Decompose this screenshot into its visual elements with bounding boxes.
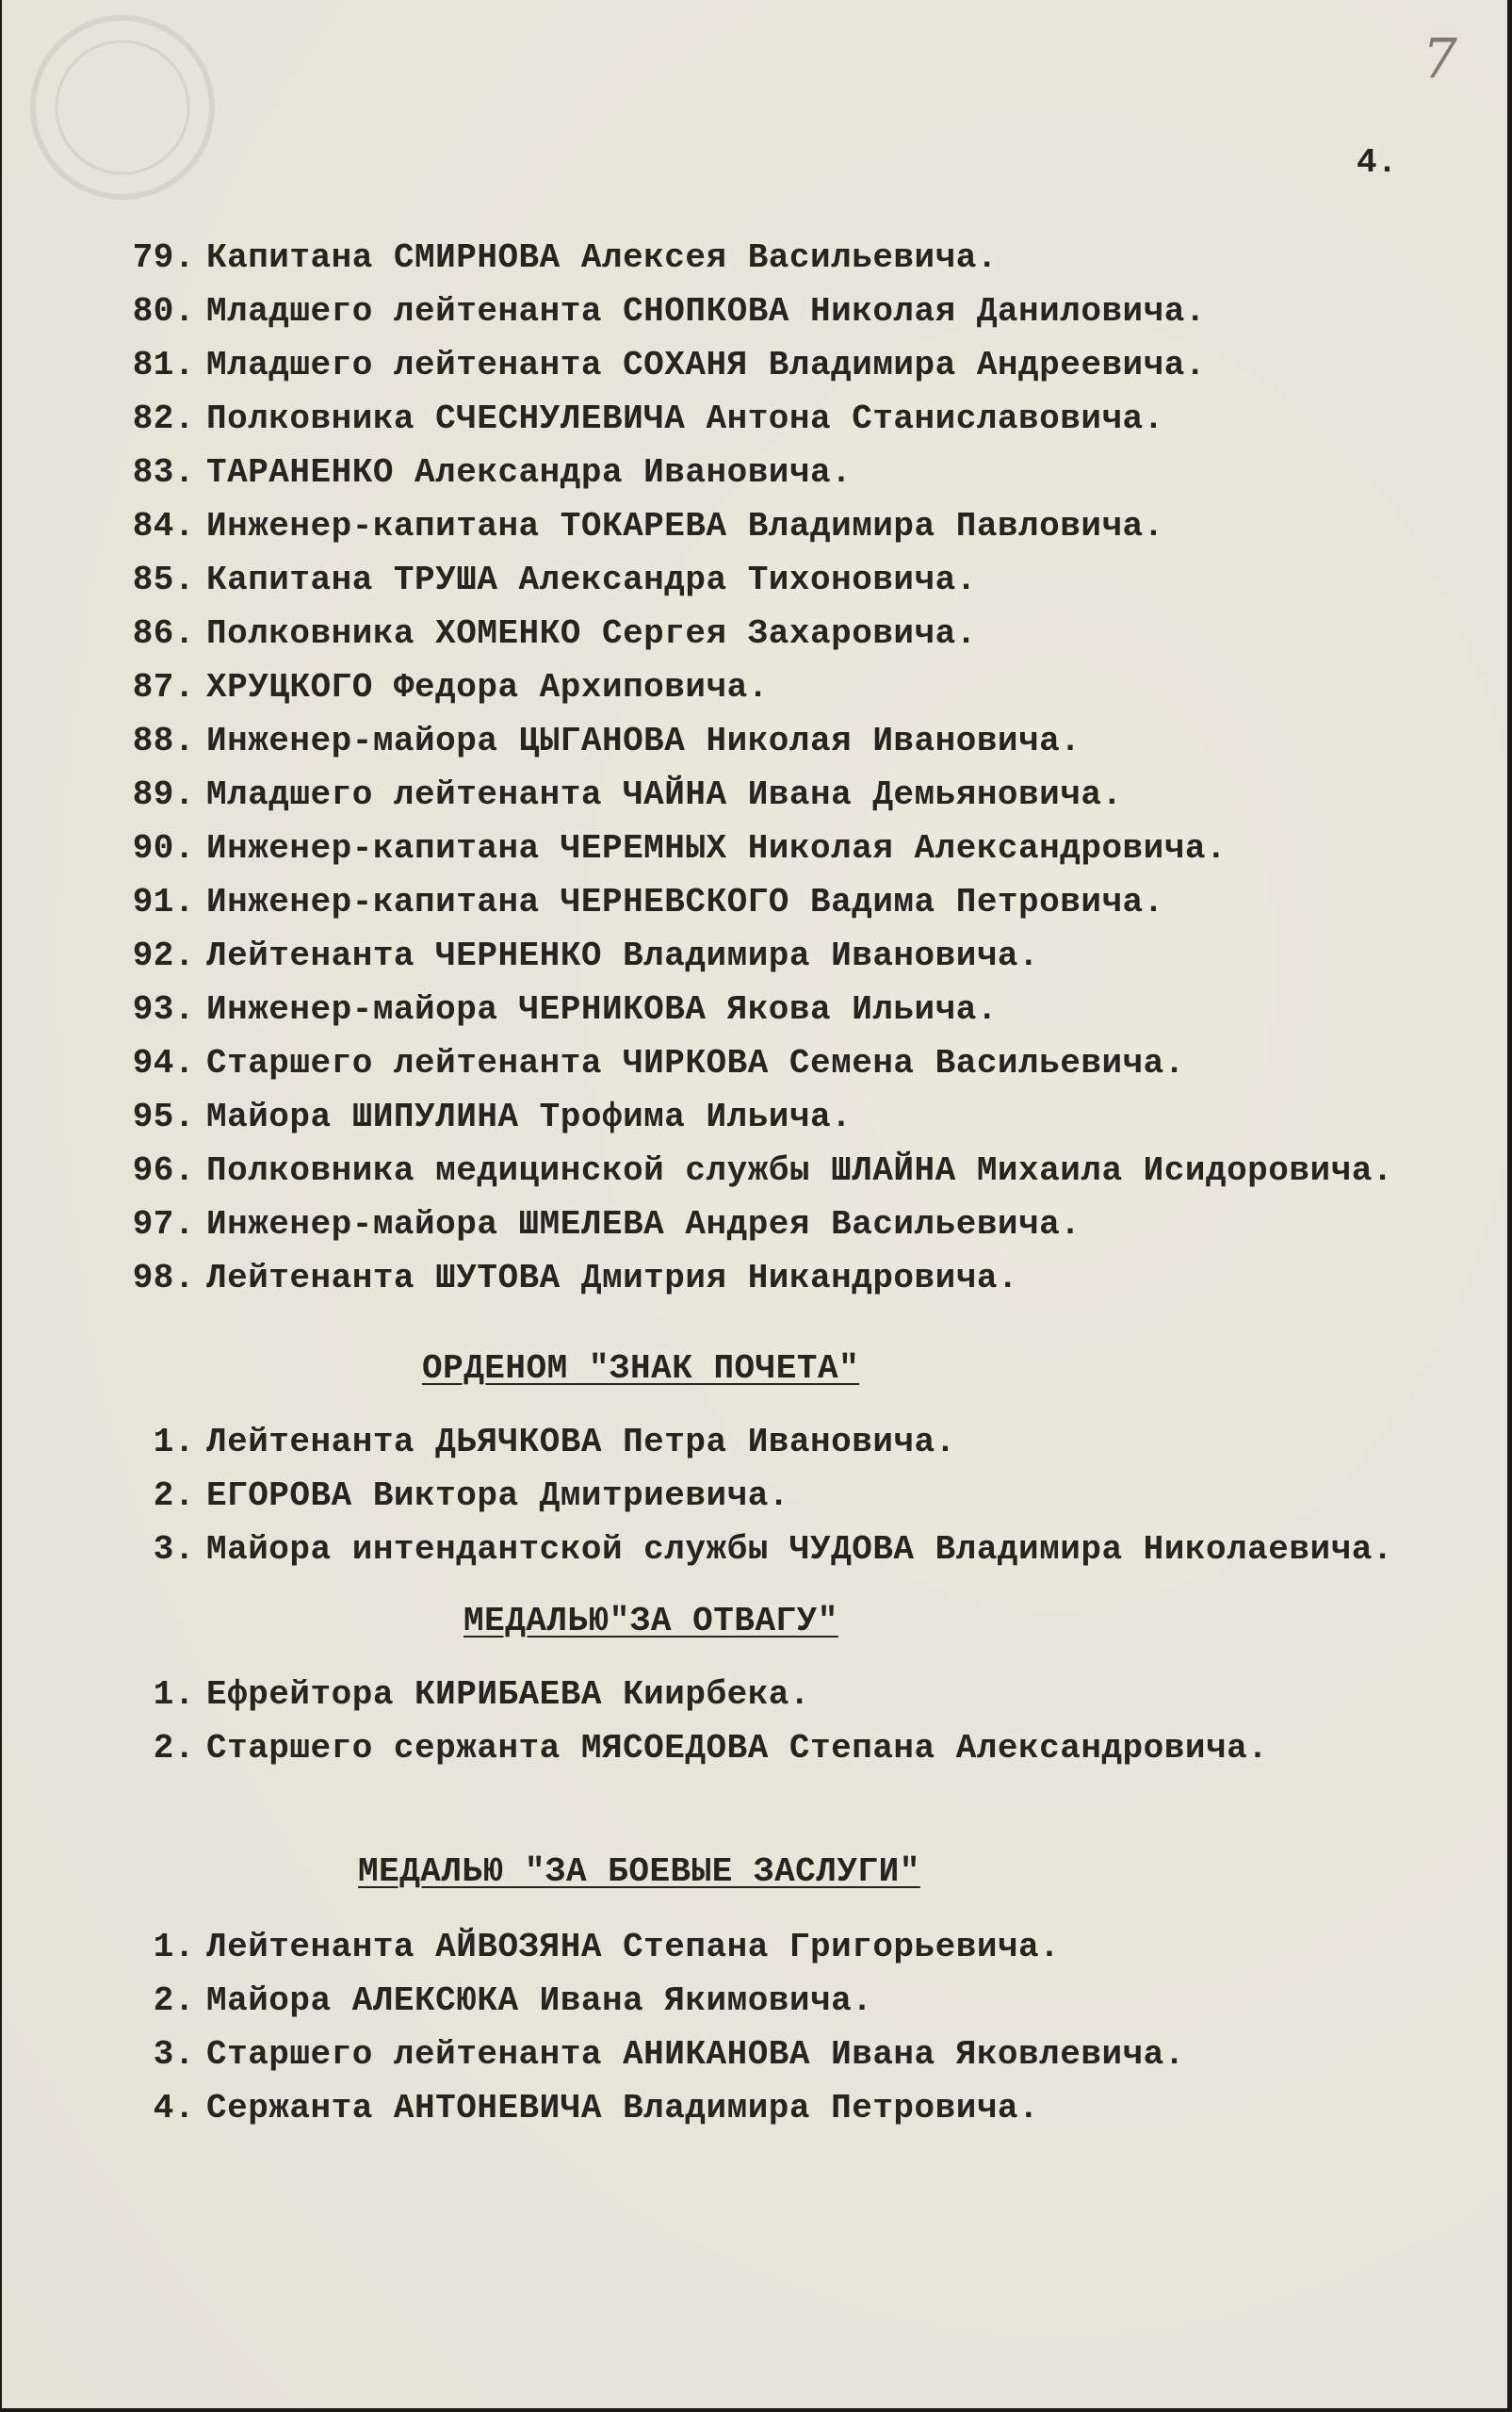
list-item: 1. Лейтенанта АЙВОЗЯНА Степана Григорьевича. <box>153 1928 1061 1966</box>
list-item: 3. Старшего лейтенанта АНИКАНОВА Ивана Яковлевича. <box>153 2035 1185 2074</box>
list-item: 95. Майора ШИПУЛИНА Трофима Ильича. <box>132 1098 853 1136</box>
list-item: 96. Полковника медицинской службы ШЛАЙНА Михаила Исидоровича. <box>132 1151 1393 1190</box>
list-item: 97. Инженер-майора ШМЕЛЕВА Андрея Васильевича. <box>132 1205 1081 1244</box>
list-item: 88. Инженер-майора ЦЫГАНОВА Николая Ивановича. <box>132 722 1081 760</box>
list-item: 80. Младшего лейтенанта СНОПКОВА Николая Даниловича. <box>132 292 1206 331</box>
list-item: 1. Лейтенанта ДЬЯЧКОВА Петра Ивановича. <box>153 1423 956 1461</box>
list-item: 86. Полковника ХОМЕНКО Сергея Захаровича. <box>132 614 977 653</box>
list-item: 89. Младшего лейтенанта ЧАЙНА Ивана Демьяновича. <box>132 775 1123 814</box>
list-item: 84. Инженер-капитана ТОКАРЕВА Владимира Павловича. <box>132 507 1164 546</box>
archive-page-number: 7 <box>1423 26 1457 90</box>
list-item: 4. Сержанта АНТОНЕВИЧА Владимира Петровича. <box>153 2089 1040 2127</box>
list-item: 91. Инженер-капитана ЧЕРНЕВСКОГО Вадима Петровича. <box>132 883 1164 921</box>
list-item: 81. Младшего лейтенанта СОХАНЯ Владимира Андреевича. <box>132 346 1206 384</box>
list-item: 90. Инженер-капитана ЧЕРЕМНЫХ Николая Александровича. <box>132 829 1227 868</box>
list-item: 2. Старшего сержанта МЯСОЕДОВА Степана Александровича. <box>153 1729 1269 1768</box>
list-item: 98. Лейтенанта ШУТОВА Дмитрия Никандровича. <box>132 1259 1019 1297</box>
list-item: 92. Лейтенанта ЧЕРНЕНКО Владимира Ивановича. <box>132 937 1040 975</box>
list-item: 2. ЕГОРОВА Виктора Дмитриевича. <box>153 1476 789 1515</box>
document-page <box>2 0 1507 2408</box>
archive-watermark-logo <box>9 4 292 239</box>
list-item: 83. ТАРАНЕНКО Александра Ивановича. <box>132 453 853 492</box>
list-item: 79. Капитана СМИРНОВА Алексея Васильевича. <box>132 238 998 277</box>
section-heading: ОРДЕНОМ "ЗНАК ПОЧЕТА" <box>422 1349 860 1388</box>
list-item: 1. Ефрейтора КИРИБАЕВА Киирбека. <box>153 1675 811 1714</box>
list-item: 93. Инженер-майора ЧЕРНИКОВА Якова Ильича. <box>132 990 998 1029</box>
list-item: 3. Майора интендантской службы ЧУДОВА Владимира Николаевича. <box>153 1530 1393 1569</box>
list-item: 94. Старшего лейтенанта ЧИРКОВА Семена Васильевича. <box>132 1044 1185 1083</box>
list-item: 2. Майора АЛЕКСЮКА Ивана Якимовича. <box>153 1981 873 2020</box>
section-heading: МЕДАЛЬЮ "ЗА БОЕВЫЕ ЗАСЛУГИ" <box>358 1852 920 1891</box>
section-heading: МЕДАЛЬЮ"ЗА ОТВАГУ" <box>463 1602 838 1640</box>
list-item: 82. Полковника СЧЕСНУЛЕВИЧА Антона Станиславовича. <box>132 399 1164 438</box>
list-item: 85. Капитана ТРУША Александра Тихоновича. <box>132 561 977 599</box>
page-number: 4. <box>1357 143 1398 182</box>
list-item: 87. ХРУЦКОГО Федора Архиповича. <box>132 668 769 707</box>
